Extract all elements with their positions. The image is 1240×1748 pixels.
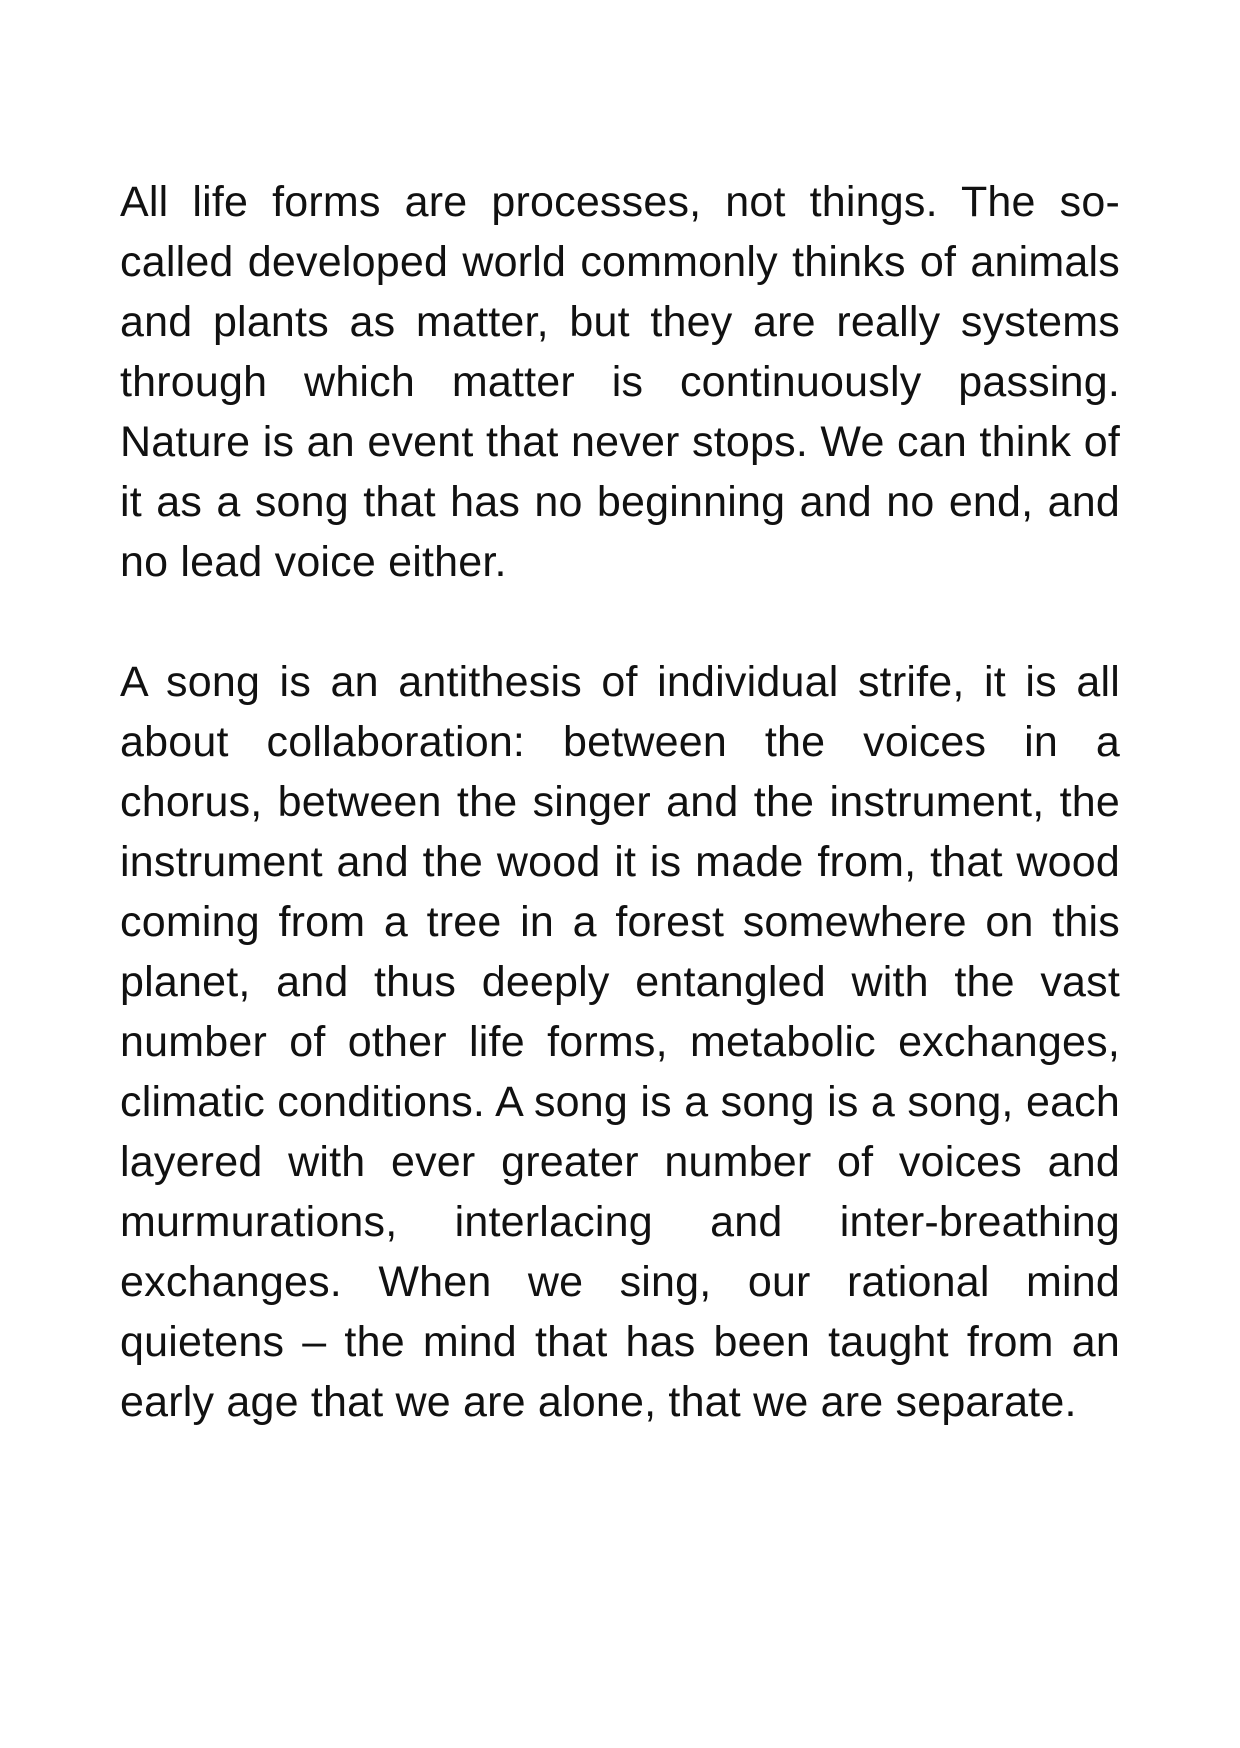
- paragraph-2: A song is an antithesis of individual strife, it is all about collaboration: between the voices in a chorus, between the singer and the instrument, the instrument and the wood it is made from, that wood coming from a tree in a forest somewhere on this planet, and thus deeply entangled with the vast number of other life forms, metabolic exchanges, climatic conditions. A song is a song is a song, each layered with ever greater number of voices and murmurations, interlacing and inter-breathing exchanges. When we sing, our rational mind quietens – the mind that has been taught from an early age that we are alone, that we are separate.: [120, 658, 1120, 1426]
- paragraph-1: All life forms are processes, not things. The so-called developed world commonly thinks of animals and plants as matter, but they are really systems through which matter is continuously passing. Nature is an event that never stops. We can think of it as a song that has no beginning and no end, and no lead voice either.: [120, 178, 1120, 586]
